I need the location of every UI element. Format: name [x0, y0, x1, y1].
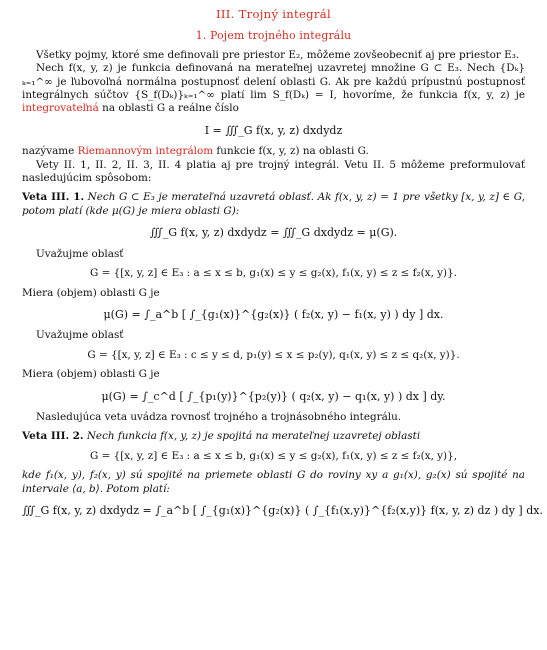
- theorem-2-label: Veta III. 2.: [22, 430, 84, 443]
- paragraph-intro: Všetky pojmy, ktoré sme definovali pre priestor E₂, môžeme zovšeobecniť aj pre priestor E₃.: [36, 48, 520, 61]
- equation-triple-iterated: ∭_G f(x, y, z) dxdydz = ∫_a^b [ ∫_{g₁(x)}^{g₂(x)} ( ∫_{f₁(x,y)}^{f₂(x,y)} f(x, y, z) dz ) dy ] dx.: [22, 503, 543, 517]
- section-title: 1. Pojem trojného integrálu: [195, 29, 352, 43]
- term-integrable: integrovateľná: [22, 102, 99, 115]
- riemann-text-a: nazývame: [22, 145, 75, 158]
- equation-region-1: G = {[x, y, z] ∈ E₃ : a ≤ x ≤ b, g₁(x) ≤ y ≤ g₂(x), f₁(x, y) ≤ z ≤ f₂(x, y)}.: [89, 267, 458, 280]
- chapter-title: III. Trojný integrál: [216, 7, 331, 21]
- equation-volume-measure: ∭_G f(x, y, z) dxdydz = ∭_G dxdydz = μ(G).: [149, 226, 398, 240]
- paragraph-riemann: [22, 145, 525, 158]
- term-riemann-integral: Riemannovým integrálom: [77, 145, 214, 158]
- paragraph-theorems-apply: Vety II. 1, II. 2, II. 3, II. 4 platia aj pre trojný integrál. Vetu II. 5 môžeme preformulovať nasledujúcim spôsobom:: [22, 158, 525, 185]
- theorem-2: [22, 430, 525, 443]
- definition-text-b: na oblasti G a reálne číslo: [102, 102, 239, 115]
- equation-region-3: G = {[x, y, z] ∈ E₃ : a ≤ x ≤ b, g₁(x) ≤ y ≤ g₂(x), f₁(x, y) ≤ z ≤ f₂(x, y)},: [89, 449, 458, 462]
- theorem-2-text: Nech funkcia f(x, y, z) je spojitá na merateľnej uzavretej oblasti: [86, 430, 421, 443]
- theorem-1-text: Nech G ⊂ E₃ je merateľná uzavretá oblasť. Ak f(x, y, z) = 1 pre všetky [x, y, z] ∈ G, potom platí (kde μ(G) je miera oblasti G):: [22, 191, 525, 217]
- paragraph-measure-2: Miera (objem) oblasti G je: [22, 368, 160, 381]
- equation-riemann-integral: I = ∭_G f(x, y, z) dxdydz: [204, 123, 343, 137]
- paragraph-consider-region-2: Uvažujme oblasť: [36, 329, 124, 342]
- theorem-2-continuation: kde f₁(x, y), f₂(x, y) sú spojité na priemete oblasti G do roviny xy a g₁(x), g₂(x) sú spojité na intervale ⟨a, b⟩. Potom platí:: [22, 469, 525, 495]
- theorem-1: [22, 191, 525, 218]
- equation-region-2: G = {[x, y, z] ∈ E₃ : c ≤ y ≤ d, p₁(y) ≤ x ≤ p₂(y), q₁(x, y) ≤ z ≤ q₂(x, y)}.: [87, 348, 460, 361]
- theorem-1-label: Veta III. 1.: [22, 191, 85, 204]
- equation-measure-1: μ(G) = ∫_a^b [ ∫_{g₁(x)}^{g₂(x)} ( f₂(x, y) − f₁(x, y) ) dy ] dx.: [103, 307, 444, 321]
- paragraph-definition: [22, 62, 525, 116]
- paragraph-measure-1: Miera (objem) oblasti G je: [22, 286, 160, 299]
- equation-measure-2: μ(G) = ∫_c^d [ ∫_{p₁(y)}^{p₂(y)} ( q₂(x, y) − q₁(x, y) ) dx ] dy.: [101, 389, 446, 403]
- paragraph-consider-region-1: Uvažujme oblasť: [36, 247, 124, 260]
- definition-text-a: Nech f(x, y, z) je funkcia definovaná na merateľnej uzavretej množine G ⊂ E₃. Nech {Dₖ}ₖ₌₁^∞ je ľubovoľná normálna postupnosť delení oblasti G. Ak pre každú prípustnú postupnosť integrálnych súčtov {S_f(Dₖ)}ₖ₌₁^∞ platí lim S_f(Dₖ) = I, hovoríme, že funkcia f(x, y, z) je: [22, 62, 525, 102]
- paragraph-next-theorem: Nasledujúca veta uvádza rovnosť trojného a trojnásobného integrálu.: [36, 410, 402, 423]
- riemann-text-b: funkcie f(x, y, z) na oblasti G.: [216, 145, 369, 158]
